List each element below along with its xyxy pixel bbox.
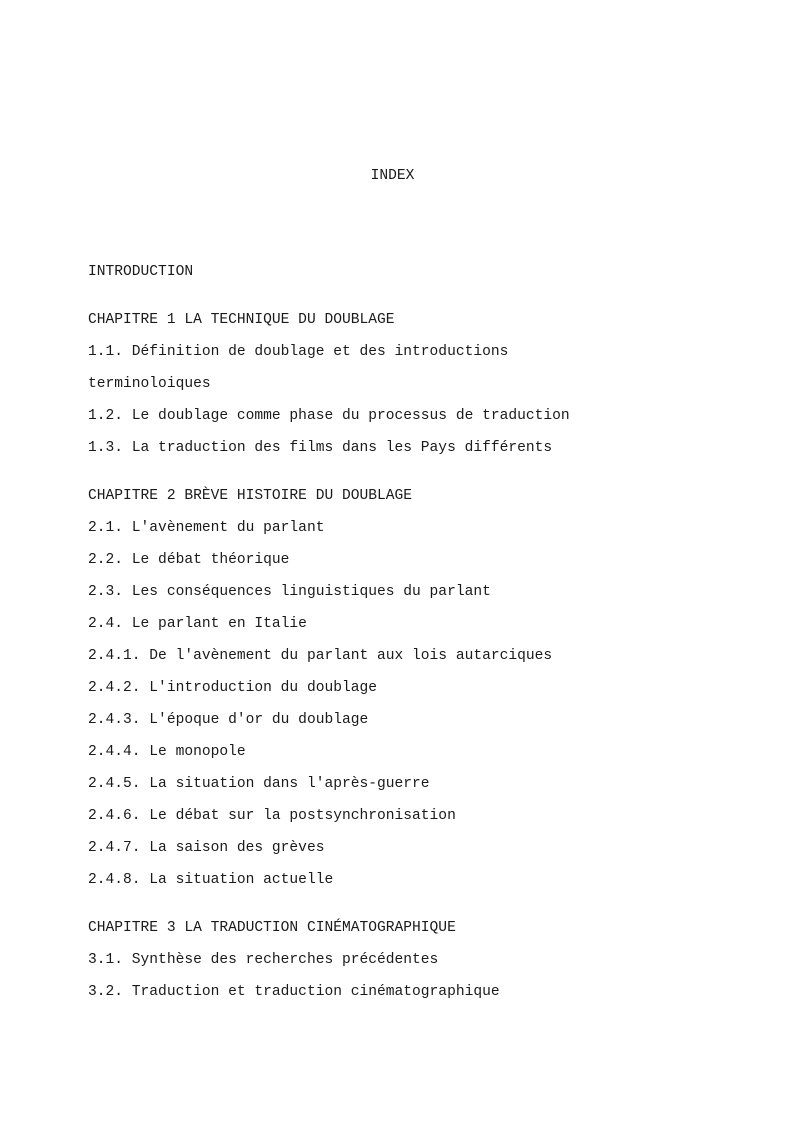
toc-entry: 2.4.7. La saison des grèves xyxy=(88,840,325,856)
toc-entry-continuation: terminoloiques xyxy=(88,376,211,392)
toc-entry: 1.3. La traduction des films dans les Pays différents xyxy=(88,440,553,456)
toc-entry: 2.1. L'avènement du parlant xyxy=(88,520,325,536)
toc-entry: 1.1. Définition de doublage et des introductions xyxy=(88,344,509,360)
toc-entry: 2.4.5. La situation dans l'après-guerre xyxy=(88,776,430,792)
toc-entry: 2.4.1. De l'avènement du parlant aux lois autarciques xyxy=(88,648,553,664)
toc-entry: 2.3. Les conséquences linguistiques du parlant xyxy=(88,584,491,600)
page-title: INDEX xyxy=(370,168,415,184)
toc-chapter-2: CHAPITRE 2 BRÈVE HISTOIRE DU DOUBLAGE xyxy=(88,488,413,504)
toc-entry: 2.4.8. La situation actuelle xyxy=(88,872,334,888)
toc-entry: 2.4.6. Le débat sur la postsynchronisation xyxy=(88,808,456,824)
toc-entry: 2.4.4. Le monopole xyxy=(88,744,246,760)
toc-chapter-1: CHAPITRE 1 LA TECHNIQUE DU DOUBLAGE xyxy=(88,312,395,328)
toc-entry: 3.2. Traduction et traduction cinématographique xyxy=(88,984,500,1000)
toc-chapter-3: CHAPITRE 3 LA TRADUCTION CINÉMATOGRAPHIQUE xyxy=(88,920,456,936)
toc-entry: 1.2. Le doublage comme phase du processus de traduction xyxy=(88,408,570,424)
table-of-contents xyxy=(88,262,768,1014)
toc-entry: 2.4.2. L'introduction du doublage xyxy=(88,680,378,696)
toc-entry: 3.1. Synthèse des recherches précédentes xyxy=(88,952,439,968)
toc-entry: 2.2. Le débat théorique xyxy=(88,552,290,568)
toc-entry: 2.4. Le parlant en Italie xyxy=(88,616,307,632)
toc-entry-introduction: INTRODUCTION xyxy=(88,264,194,280)
toc-entry: 2.4.3. L'époque d'or du doublage xyxy=(88,712,369,728)
